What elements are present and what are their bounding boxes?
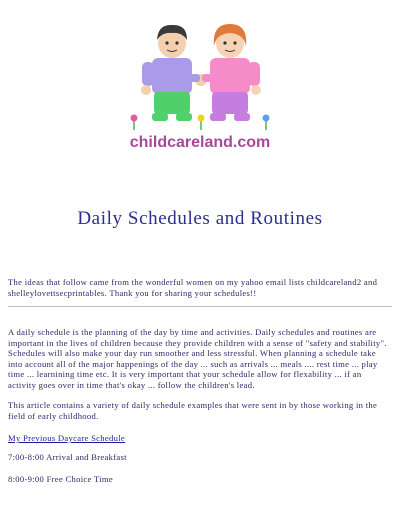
- previous-daycare-schedule-link[interactable]: My Previous Daycare Schedule: [8, 433, 125, 443]
- flower-icon: [263, 115, 270, 131]
- kids-illustration-icon: [120, 18, 280, 133]
- girl-figure-icon: [210, 24, 261, 121]
- schedule-item: 8:00-9:00 Free Choice Time: [8, 474, 113, 484]
- boy-figure-icon: [141, 25, 192, 121]
- flower-icon: [198, 115, 205, 131]
- childcareland-logo: [120, 18, 280, 158]
- flower-icon: [131, 115, 138, 131]
- article-summary-paragraph: This article contains a variety of daily schedule examples that were sent in by those working in the field of early childhood.: [8, 400, 378, 421]
- previous-schedule-link-row: [8, 433, 392, 444]
- schedule-item: 7:00-8:00 Arrival and Breakfast: [8, 452, 127, 462]
- brand-text: childcareland.com: [129, 134, 271, 151]
- intro-paragraph: The ideas that follow came from the wonderful women on my yahoo email lists childcareland2 and shelleylovettsecprintables. Thank you for sharing your schedules!!: [8, 277, 378, 298]
- schedule-definition-paragraph: A daily schedule is the planning of the day by time and activities. Daily schedules and routines are important in the lives of children because they provide children with a sense of "safety and stability". Schedules will also make your day run smoother and less stressful. When planning a schedule take into account all of the major happenings of the day ... such as arrivals ... meals .... rest time ... play time ... learnining time etc. It is very important that your schedule allow for flexability ... if an activity goes over in time that's okay ... follow the children's lead.: [8, 327, 387, 390]
- page-title: Daily Schedules and Routines: [77, 208, 323, 229]
- divider: [8, 306, 392, 307]
